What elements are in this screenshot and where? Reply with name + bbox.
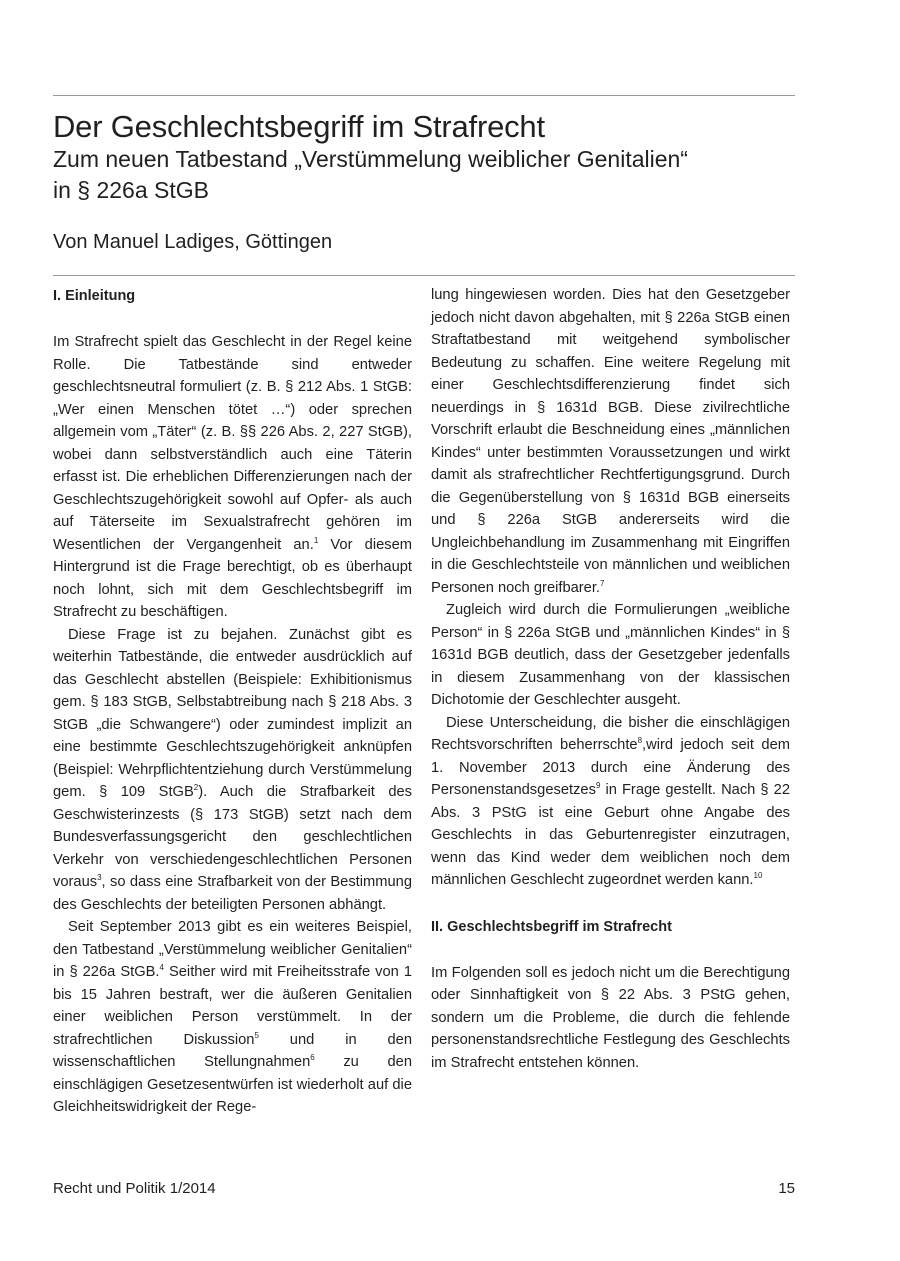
footnote-ref: 6 [310, 1053, 315, 1062]
footnote-ref: 5 [254, 1030, 259, 1040]
footnote-ref: 4 [159, 963, 164, 972]
footnote-ref: 2 [193, 783, 199, 792]
article-title: Der Geschlechtsbegriff im Strafrecht [53, 109, 545, 144]
paragraph: Im Folgenden soll es jedoch nicht um die Berechtigung oder Sinnhaftigkeit von § 22 Abs. 3 PStG gehen, sondern um die Probleme, die durch die fehlende personenstandsrechtliche Festlegung des Geschlechts im Strafrecht entstehen können. [431, 964, 790, 1071]
paragraph: Im Strafrecht spielt das Geschlecht in der Regel keine Rolle. Die Tatbestände sind entweder geschlechtsneutral formuliert (z. B. § 212 Abs. 1 StGB: „Wer einen Menschen tötet …“) oder sprechen allgemein vom „Täter“ (z. B. §§ 226 Abs. 2, 227 StGB), wobei dann selbstverständlich auch eine Täterin erfasst ist. Die erheblichen Differenzierungen nach der Geschlechtszugehörigkeit sowohl auf Opfer- als auch auf Täterseite im Sexualstrafrecht gehören im Wesentlichen der Vergangenheit an.$^1$ Vor diesem Hintergrund ist die Frage berechtigt, ob es überhaupt noch lohnt, sich mit dem Geschlechtsbegriff im Strafrecht zu beschäftigen. [53, 334, 413, 620]
section-heading: II. Geschlechtsbegriff im Strafrecht [431, 918, 672, 935]
article-subtitle [53, 144, 813, 206]
paragraph: lung hingewiesen worden. Dies hat den Gesetzgeber jedoch nicht davon abgehalten, mit § 226a StGB einen Straftatbestand mit weitgehend symbolischer Bedeutung zu schaffen. Eine weitere Regelung mit einer Geschlechtsdifferenzierung findet sich neuerdings in § 1631d BGB. Diese zivilrechtliche Vorschrift erlaubt die Beschneidung eines „männlichen Kindes“ unter bestimmten Voraussetzungen und wirkt damit als strafrechtlicher Rechtfertigungsgrund. Durch die Gegenüberstellung von § 1631d BGB einerseits und § 226a StGB andererseits wird die Ungleichbehandlung im Zusammenhang mit Eingriffen in die Geschlechtsteile von männlichen und weiblichen Personen noch greifbarer.$^7$ [431, 287, 790, 596]
right-column [431, 284, 790, 1074]
article-author: Von Manuel Ladiges, Göttingen [53, 231, 333, 253]
footnote-ref: 9 [595, 781, 601, 790]
paragraph: Diese Frage ist zu bejahen. Zunächst gibt es weiterhin Tatbestände, die entweder ausdrücklich auf das Geschlecht abstellen (Beispiele: Exhibitionismus gem. § 183 StGB, Selbstabtreibung nach § 218 Abs. 3 StGB „die Schwangere“) oder zumindest implizit an eine bestimmte Geschlechtszugehörigkeit anknüpfen (Beispiel: Wehrpflichtentziehung durch Verstümmelung gem. § 109 StGB$^2$). Auch die Strafbarkeit des Geschwisterinzests (§ 173 StGB) setzt nach dem Bundesverfassungsgericht den geschlechtlichen Verkehr von verschiedengeschlechtlichen Personen voraus$^3$, so dass eine Strafbarkeit von der Bestimmung des Geschlechts der beteiligten Personen abhängt. [53, 626, 413, 913]
footnote-ref: 7 [600, 578, 605, 588]
footnote-ref: 8 [637, 736, 643, 745]
section-heading: I. Einleitung [53, 288, 136, 304]
top-rule [53, 95, 795, 96]
paragraph: Seit September 2013 gibt es ein weiteres Beispiel, den Tatbestand „Verstümmelung weiblicher Genitalien“ in § 226a StGB.$^4$ Seither wird mit Freiheitsstrafe von 1 bis 15 Jahren bestraft, wer die äußeren Genitalien einer weiblichen Person verstümmelt. In der strafrechtlichen Diskussion$^5$ und in den wissenschaftlichen Stellungnahmen$^6$ zu den einschlägigen Gesetzesentwürfen ist wiederholt auf die Gleichheitswidrigkeit der Rege- [53, 919, 413, 1115]
subtitle-line: Zum neuen Tatbestand „Verstümmelung weiblicher Genitalien“ [53, 146, 688, 172]
footnote-ref: 3 [97, 873, 102, 882]
subtitle-line: in § 226a StGB [53, 177, 209, 203]
footnote-ref: 10 [753, 871, 763, 880]
footer-journal: Recht und Politik 1/2014 [53, 1180, 216, 1197]
footnote-ref: 1 [313, 535, 319, 545]
left-column [53, 284, 412, 1119]
paragraph: Diese Unterscheidung, die bisher die einschlägigen Rechtsvorschriften beherrschte$^8$,wird jedoch seit dem 1. November 2013 durch eine Änderung des Personenstandsgesetzes$^9$ in Frage gestellt. Nach § 22 Abs. 3 PStG ist eine Geburt ohne Angabe des Geschlechts in das Geburtenregister einzutragen, wenn das Kind weder dem weiblichen noch dem männlichen Geschlecht zugeordnet werden kann.$^{10}$ [431, 714, 790, 888]
paragraph: Zugleich wird durch die Formulierungen „weibliche Person“ in § 226a StGB und „männlichen Kindes“ in § 1631d BGB deutlich, dass der Gesetzgeber jedenfalls in diesem Zusammenhang von der klassischen Dichotomie der Geschlechter ausgeht. [431, 602, 790, 708]
section-rule [53, 275, 795, 276]
page-number: 15 [778, 1180, 795, 1197]
